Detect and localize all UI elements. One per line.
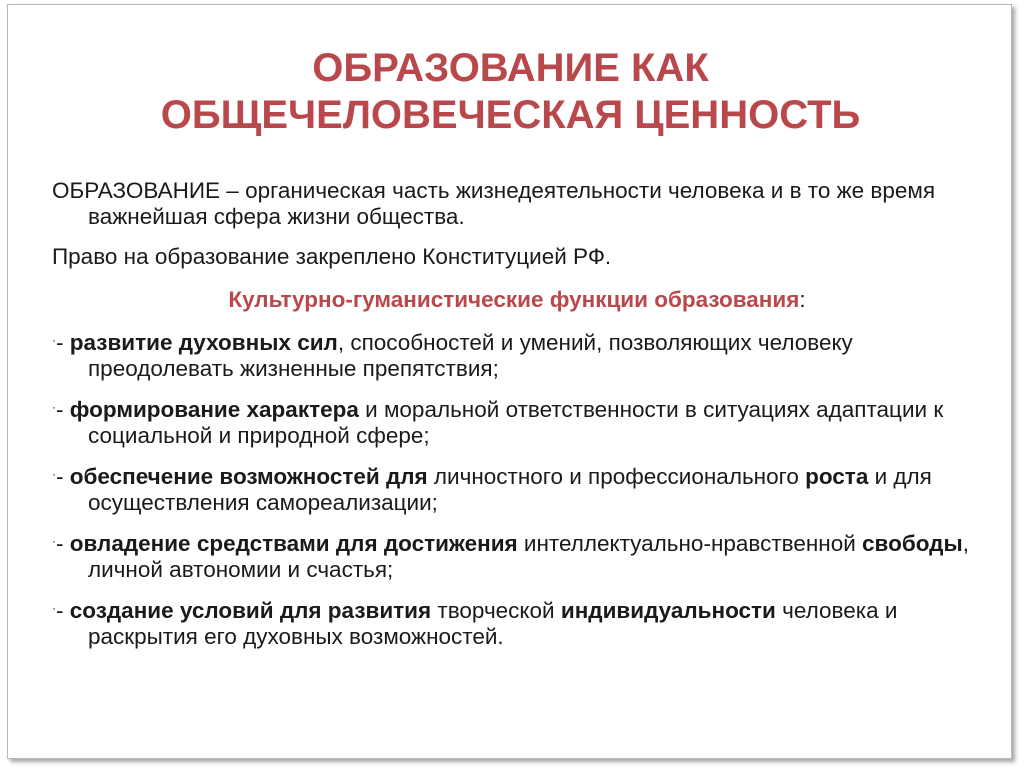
list-item <box>52 528 982 583</box>
bullet-bold-text: развитие духовных сил <box>69 330 338 355</box>
bullet-marker: · <box>52 601 56 615</box>
bullet-bold-text: овладение средствами для достижения <box>69 531 518 556</box>
functions-subheading-colon: : <box>799 287 806 312</box>
slide <box>7 4 1012 759</box>
list-item <box>52 461 982 516</box>
bullet-bold-text: формирование характера <box>69 397 359 422</box>
bullet-dash: - <box>56 531 70 556</box>
definition-paragraph: ОБРАЗОВАНИЕ – органическая часть жизнедеятельности человека и в то же время важнейшая сфера жизни общества. <box>52 178 936 229</box>
bullet-text: личностного и профессионального <box>427 464 806 489</box>
bullet-dash: - <box>56 397 70 422</box>
bullet-text: творческой <box>431 598 561 623</box>
bullet-marker: · <box>52 467 56 481</box>
slide-body <box>52 178 982 662</box>
bullet-text: человека и раскрытия его духовных возможностей. <box>88 598 898 649</box>
bullet-bold-text: индивидуальности <box>560 598 776 623</box>
title-line-2: ОБЩЕЧЕЛОВЕЧЕСКАЯ ЦЕННОСТЬ <box>160 93 861 137</box>
bullet-marker: · <box>52 400 56 414</box>
bullet-bold-text: создание условий для развития <box>69 598 432 623</box>
bullet-text: , способностей и умений, позволяющих человеку преодолевать жизненные препятствия; <box>88 330 853 381</box>
constitution-paragraph: Право на образование закреплено Конституцией РФ. <box>52 244 612 269</box>
bullet-text: и для осуществления самореализации; <box>88 464 932 515</box>
title-line-1: ОБРАЗОВАНИЕ КАК <box>312 46 709 90</box>
slide-title <box>8 45 1013 139</box>
bullet-text: и моральной ответственности в ситуациях адаптации к социальной и природной сфере; <box>88 397 944 448</box>
bullet-dash: - <box>56 330 70 355</box>
bullet-marker: · <box>52 534 56 548</box>
bullet-bold-text: обеспечение возможностей для <box>69 464 428 489</box>
list-item <box>52 394 982 449</box>
bullet-dash: - <box>56 464 70 489</box>
bullet-bold-text: свободы <box>862 531 963 556</box>
functions-subheading <box>52 287 982 313</box>
bullet-dash: - <box>56 598 70 623</box>
bullet-text: , личной автономии и счастья; <box>88 531 969 582</box>
functions-subheading-text: Культурно-гуманистические функции образования <box>228 287 800 312</box>
bullet-marker: · <box>52 333 56 347</box>
list-item <box>52 595 982 650</box>
bullet-bold-text: роста <box>805 464 869 489</box>
functions-list <box>52 327 982 650</box>
list-item <box>52 327 982 382</box>
bullet-text: интеллектуально-нравственной <box>517 531 863 556</box>
